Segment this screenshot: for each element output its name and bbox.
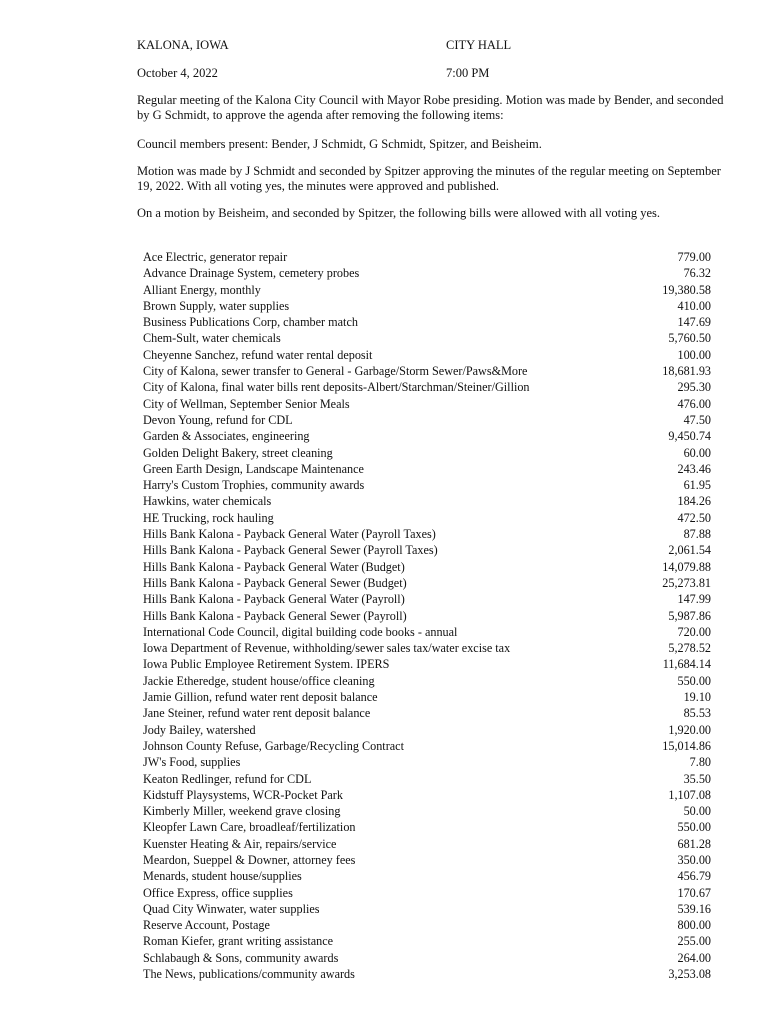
bill-description: Meardon, Sueppel & Downer, attorney fees [143,852,356,867]
bill-description: Devon Young, refund for CDL [143,412,293,427]
bill-description: Garden & Associates, engineering [143,429,310,444]
bill-amount: 5,760.50 [668,331,711,346]
bill-amount: 15,014.86 [662,738,711,753]
bill-amount: 9,450.74 [668,429,711,444]
bill-row [143,868,711,884]
bill-description: Johnson County Refuse, Garbage/Recycling Contract [143,738,404,753]
bill-description: The News, publications/community awards [143,967,355,982]
bill-amount: 410.00 [677,298,711,313]
header-row-2 [137,65,490,81]
bill-row [143,608,711,624]
bill-row [143,542,711,558]
bill-description: Alliant Energy, monthly [143,282,261,297]
bill-row [143,787,711,803]
bill-row [143,950,711,966]
header-row-1 [137,37,512,53]
bill-description: Iowa Public Employee Retirement System. IPERS [143,657,390,672]
bill-row [143,673,711,689]
bill-amount: 35.50 [683,771,711,786]
bill-row [143,477,711,493]
bill-amount: 47.50 [683,412,711,427]
bill-description: City of Kalona, final water bills rent deposits-Albert/Starchman/Steiner/Gillion [143,380,530,395]
bill-amount: 255.00 [677,934,711,949]
bill-amount: 100.00 [677,347,711,362]
bill-row [143,705,711,721]
bill-row [143,314,711,330]
bill-description: Jamie Gillion, refund water rent deposit balance [143,690,378,705]
bill-row [143,363,711,379]
bill-amount: 19,380.58 [662,282,711,297]
bill-row [143,526,711,542]
bill-amount: 779.00 [677,250,711,264]
bill-row [143,624,711,640]
intro-paragraph: Regular meeting of the Kalona City Council with Mayor Robe presiding. Motion was made by Bender, and seconded by G Schmidt, to approve the agenda after removing the following items: [137,93,724,122]
bill-amount: 472.50 [677,510,711,525]
bill-row [143,249,711,265]
bill-row [143,836,711,852]
bill-amount: 60.00 [683,445,711,460]
bill-description: Hawkins, water chemicals [143,494,272,509]
bill-amount: 25,273.81 [662,575,711,590]
city-name: KALONA, IOWA [137,38,229,52]
bill-description: Kidstuff Playsystems, WCR-Pocket Park [143,787,343,802]
bill-description: Business Publications Corp, chamber match [143,315,358,330]
bill-amount: 550.00 [677,820,711,835]
bill-row [143,265,711,281]
bill-description: Hills Bank Kalona - Payback General Water (Budget) [143,559,405,574]
bill-amount: 539.16 [677,901,711,916]
bill-amount: 87.88 [683,527,711,542]
bill-description: City of Kalona, sewer transfer to General - Garbage/Storm Sewer/Paws&More [143,364,528,379]
bill-description: Advance Drainage System, cemetery probes [143,266,360,281]
bill-amount: 1,107.08 [668,787,711,802]
bill-row [143,640,711,656]
bill-amount: 456.79 [677,869,711,884]
bill-description: Quad City Winwater, water supplies [143,901,320,916]
bill-description: Schlabaugh & Sons, community awards [143,950,339,965]
bill-row [143,656,711,672]
bill-amount: 3,253.08 [668,967,711,982]
bill-row [143,412,711,428]
bill-description: Cheyenne Sanchez, refund water rental deposit [143,347,373,362]
bill-amount: 11,684.14 [662,657,711,672]
bill-row [143,396,711,412]
bill-row [143,966,711,982]
bill-amount: 61.95 [683,478,711,493]
bill-description: Hills Bank Kalona - Payback General Sewer (Payroll Taxes) [143,543,438,558]
bill-row [143,493,711,509]
bill-description: Hills Bank Kalona - Payback General Sewer (Payroll) [143,608,407,623]
bill-description: JW's Food, supplies [143,755,241,770]
bill-row [143,298,711,314]
meeting-date: October 4, 2022 [137,66,218,80]
bill-description: City of Wellman, September Senior Meals [143,396,350,411]
bill-description: Golden Delight Bakery, street cleaning [143,445,333,460]
bill-amount: 264.00 [677,950,711,965]
bill-amount: 681.28 [677,836,711,851]
bill-amount: 550.00 [677,673,711,688]
bill-description: Kleopfer Lawn Care, broadleaf/fertilization [143,820,356,835]
bills-intro-paragraph: On a motion by Beisheim, and seconded by Spitzer, the following bills were allowed with all voting yes. [137,206,661,220]
bill-amount: 295.30 [677,380,711,395]
bill-row [143,461,711,477]
bill-row [143,575,711,591]
members-present-paragraph: Council members present: Bender, J Schmidt, G Schmidt, Spitzer, and Beisheim. [137,137,542,151]
bill-amount: 5,278.52 [668,641,711,656]
bill-description: Chem-Sult, water chemicals [143,331,281,346]
bill-description: Brown Supply, water supplies [143,298,290,313]
bill-amount: 76.32 [683,266,711,281]
bill-row [143,347,711,363]
bill-description: Green Earth Design, Landscape Maintenance [143,461,364,476]
bill-amount: 5,987.86 [668,608,711,623]
bill-row [143,771,711,787]
bill-row [143,738,711,754]
bill-row [143,885,711,901]
bill-row [143,282,711,298]
bill-description: Hills Bank Kalona - Payback General Sewer (Budget) [143,575,407,590]
bill-amount: 2,061.54 [668,543,711,558]
bill-row [143,689,711,705]
bill-amount: 800.00 [677,918,711,933]
bill-row [143,852,711,868]
bill-description: Harry's Custom Trophies, community awards [143,478,365,493]
minutes-paragraph: Motion was made by J Schmidt and seconded by Spitzer approving the minutes of the regular meeting on September 19, 2022. With all voting yes, the minutes were approved and published. [137,164,721,193]
bill-amount: 7.80 [689,755,711,770]
bill-amount: 18,681.93 [662,364,711,379]
bill-row [143,901,711,917]
bill-row [143,754,711,770]
bill-description: Ace Electric, generator repair [143,250,288,264]
bill-description: Keaton Redlinger, refund for CDL [143,771,312,786]
bill-description: Kimberly Miller, weekend grave closing [143,804,341,819]
bill-description: Reserve Account, Postage [143,918,270,933]
bill-amount: 1,920.00 [668,722,711,737]
bill-description: Hills Bank Kalona - Payback General Water (Payroll Taxes) [143,527,436,542]
bill-row [143,428,711,444]
bill-amount: 243.46 [677,461,711,476]
bill-amount: 184.26 [677,494,711,509]
bill-amount: 147.69 [677,315,711,330]
bill-description: Menards, student house/supplies [143,869,302,884]
bill-amount: 85.53 [683,706,711,721]
bill-amount: 14,079.88 [662,559,711,574]
bill-row [143,803,711,819]
bill-amount: 476.00 [677,396,711,411]
meeting-location: CITY HALL [446,38,512,52]
bill-row [143,722,711,738]
bill-row [143,933,711,949]
bill-row [143,445,711,461]
meeting-time: 7:00 PM [446,66,490,80]
bill-description: Iowa Department of Revenue, withholding/sewer sales tax/water excise tax [143,641,511,656]
bill-description: Office Express, office supplies [143,885,293,900]
bill-description: HE Trucking, rock hauling [143,510,274,525]
bill-amount: 50.00 [683,804,711,819]
bill-description: Jackie Etheredge, student house/office cleaning [143,673,375,688]
bill-row [143,819,711,835]
bill-description: Hills Bank Kalona - Payback General Water (Payroll) [143,592,405,607]
bill-amount: 19.10 [683,690,711,705]
bill-description: Jane Steiner, refund water rent deposit balance [143,706,371,721]
bill-amount: 350.00 [677,852,711,867]
bill-row [143,591,711,607]
bill-amount: 170.67 [677,885,711,900]
bills-list [143,249,711,982]
bill-description: Jody Bailey, watershed [143,722,256,737]
bill-description: Kuenster Heating & Air, repairs/service [143,836,337,851]
bill-row [143,917,711,933]
bill-description: International Code Council, digital building code books - annual [143,624,458,639]
bill-amount: 720.00 [677,624,711,639]
bill-row [143,510,711,526]
bill-row [143,559,711,575]
bill-description: Roman Kiefer, grant writing assistance [143,934,334,949]
bill-row [143,379,711,395]
bill-amount: 147.99 [677,592,711,607]
bill-row [143,330,711,346]
